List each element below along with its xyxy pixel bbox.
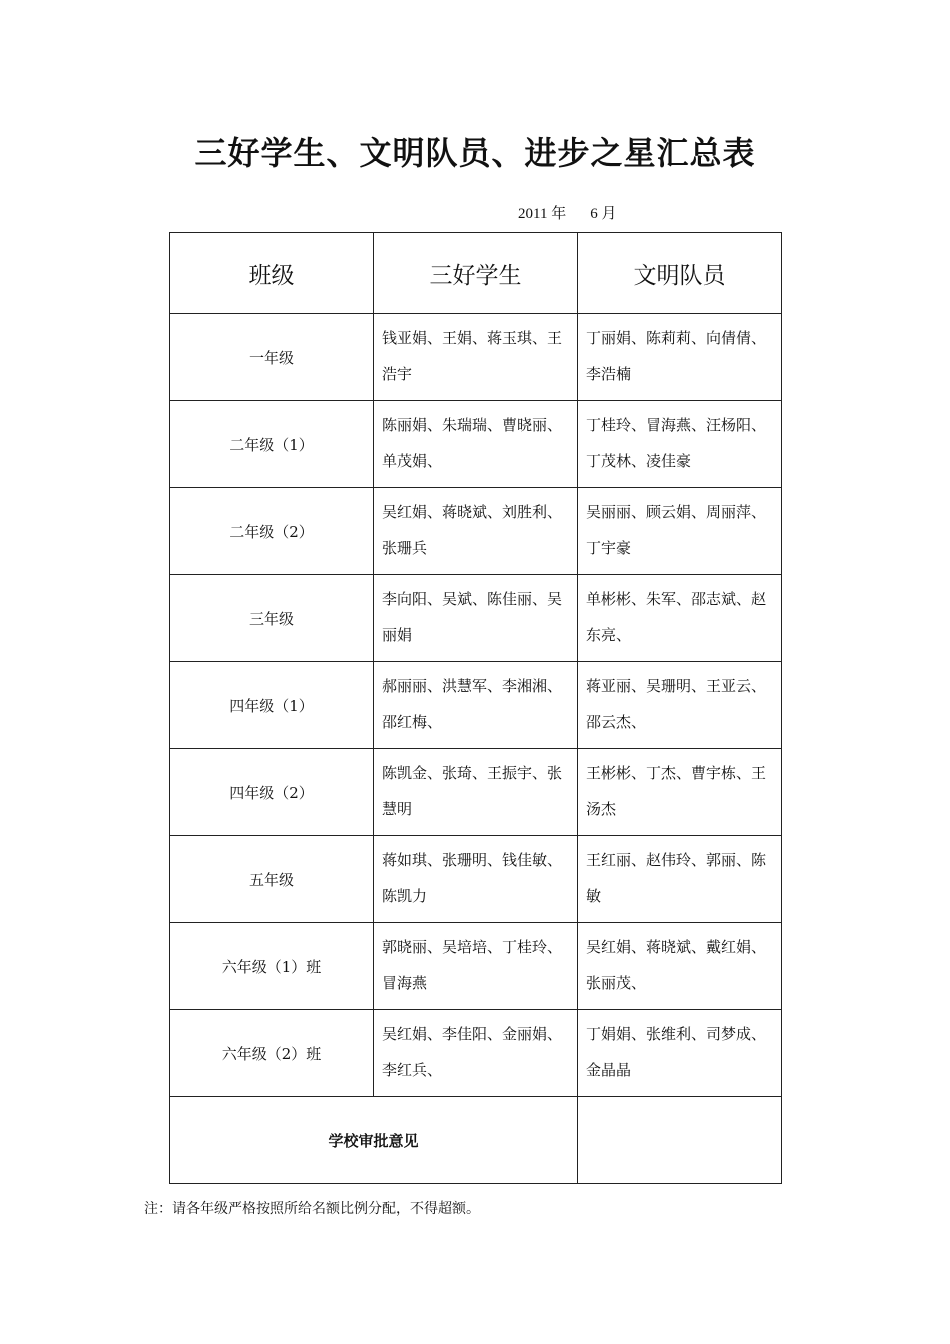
summary-table	[169, 232, 782, 1184]
class-cell: 二年级（2）	[170, 488, 374, 575]
wenming-cell: 吴红娟、蒋晓斌、戴红娟、张丽茂、	[578, 923, 782, 1010]
header-class: 班级	[170, 233, 374, 314]
table-header-row	[170, 233, 782, 314]
approval-row	[170, 1097, 782, 1184]
date-year: 2011 年	[518, 206, 567, 222]
table-row	[170, 662, 782, 749]
header-wenming: 文明队员	[578, 233, 782, 314]
footnote: 注：请各年级严格按照所给名额比例分配，不得超额。	[144, 1201, 480, 1217]
table-row	[170, 923, 782, 1010]
wenming-cell: 单彬彬、朱军、邵志斌、赵东亮、	[578, 575, 782, 662]
approval-label: 学校审批意见	[170, 1097, 578, 1184]
table-row	[170, 488, 782, 575]
wenming-cell: 丁娟娟、张维利、司梦成、金晶晶	[578, 1010, 782, 1097]
wenming-cell: 吴丽丽、顾云娟、周丽萍、丁宇豪	[578, 488, 782, 575]
sanhao-cell: 钱亚娟、王娟、蒋玉琪、王浩宇	[374, 314, 578, 401]
sanhao-cell: 蒋如琪、张珊明、钱佳敏、陈凯力	[374, 836, 578, 923]
class-cell: 六年级（2）班	[170, 1010, 374, 1097]
class-cell: 一年级	[170, 314, 374, 401]
table-row	[170, 401, 782, 488]
report-date	[518, 202, 616, 223]
wenming-cell: 王红丽、赵伟玲、郭丽、陈敏	[578, 836, 782, 923]
sanhao-cell: 陈丽娟、朱瑞瑞、曹晓丽、单茂娟、	[374, 401, 578, 488]
date-month: 6 月	[590, 206, 617, 222]
header-sanhao: 三好学生	[374, 233, 578, 314]
wenming-cell: 丁丽娟、陈莉莉、向倩倩、李浩楠	[578, 314, 782, 401]
table-row	[170, 575, 782, 662]
table-row	[170, 836, 782, 923]
table-row	[170, 749, 782, 836]
wenming-cell: 丁桂玲、冒海燕、汪杨阳、丁茂林、凌佳豪	[578, 401, 782, 488]
wenming-cell: 王彬彬、丁杰、曹宇栋、王汤杰	[578, 749, 782, 836]
class-cell: 二年级（1）	[170, 401, 374, 488]
table-row	[170, 1010, 782, 1097]
sanhao-cell: 李向阳、吴斌、陈佳丽、吴丽娟	[374, 575, 578, 662]
sanhao-cell: 陈凯金、张琦、王振宇、张慧明	[374, 749, 578, 836]
approval-field[interactable]	[578, 1097, 782, 1184]
sanhao-cell: 郝丽丽、洪慧军、李湘湘、邵红梅、	[374, 662, 578, 749]
class-cell: 四年级（2）	[170, 749, 374, 836]
sanhao-cell: 郭晓丽、吴培培、丁桂玲、冒海燕	[374, 923, 578, 1010]
wenming-cell: 蒋亚丽、吴珊明、王亚云、邵云杰、	[578, 662, 782, 749]
class-cell: 六年级（1）班	[170, 923, 374, 1010]
page-title: 三好学生、文明队员、进步之星汇总表	[194, 134, 756, 172]
class-cell: 五年级	[170, 836, 374, 923]
sanhao-cell: 吴红娟、李佳阳、金丽娟、李红兵、	[374, 1010, 578, 1097]
table-row	[170, 314, 782, 401]
sanhao-cell: 吴红娟、蒋晓斌、刘胜利、张珊兵	[374, 488, 578, 575]
class-cell: 三年级	[170, 575, 374, 662]
class-cell: 四年级（1）	[170, 662, 374, 749]
